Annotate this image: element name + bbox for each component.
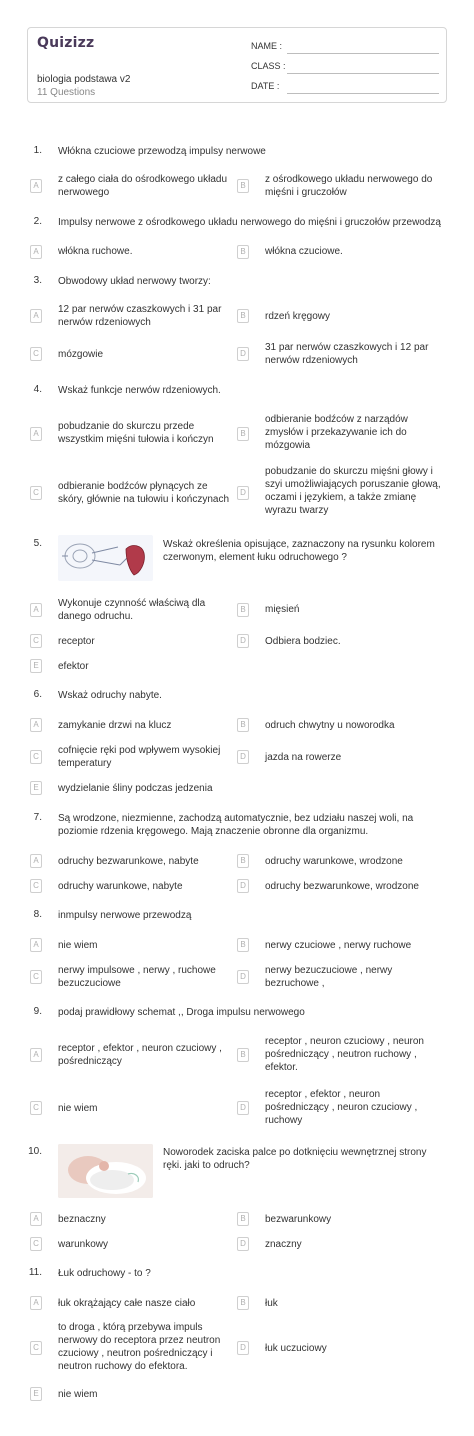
option-badge[interactable]: A (30, 309, 42, 323)
class-line (287, 73, 439, 74)
option-badge[interactable]: C (30, 486, 42, 500)
option-text: nie wiem (58, 1389, 98, 1400)
option-badge[interactable]: D (237, 879, 249, 893)
option-text: z całego ciała do ośrodkowego układu nerwowego (58, 174, 227, 198)
question-number: 7. (33, 812, 42, 823)
option-text: odbieranie bodźców płynących ze skóry, głównie na tułowiu i kończynach (58, 481, 230, 505)
option-badge[interactable]: C (30, 1237, 42, 1251)
question-text: inmpulsy nerwowe przewodzą (58, 910, 192, 921)
option-badge[interactable]: E (30, 781, 42, 795)
option-text: odruchy bezwarunkowe, wrodzone (265, 881, 419, 892)
option-badge[interactable]: A (30, 854, 42, 868)
option-text: jazda na rowerze (265, 752, 342, 763)
question-text: Wskaż odruchy nabyte. (58, 690, 162, 701)
option-text: nie wiem (58, 1103, 98, 1114)
option-text: znaczny (265, 1239, 302, 1250)
question-number: 5. (33, 538, 42, 549)
option-badge[interactable]: B (237, 427, 249, 441)
date-label: DATE : (251, 81, 280, 91)
option-text: pobudzanie do skurczu mięśni głowy i szyi umożliwiających poruszanie głową, oczami i językiem, a także zmianę wyrazu twarzy (265, 466, 441, 516)
option-badge[interactable]: D (237, 486, 249, 500)
question-text: Łuk odruchowy - to ? (58, 1268, 151, 1279)
option-text: 31 par nerwów czaszkowych i 12 par nerwów rdzeniowych (265, 342, 429, 366)
newborn-baby-photo (58, 1144, 153, 1198)
question-number: 2. (33, 216, 42, 227)
option-text: mózgowie (58, 349, 104, 360)
option-badge[interactable]: B (237, 1048, 249, 1062)
option-text: odruchy warunkowe, wrodzone (265, 856, 403, 867)
question-text: Noworodek zaciska palce po dotknięciu wewnętrznej strony ręki. jaki to odruch? (163, 1147, 427, 1171)
worksheet-header (27, 27, 447, 103)
option-text: mięsień (265, 604, 300, 615)
option-badge[interactable]: C (30, 970, 42, 984)
option-text: z ośrodkowego układu nerwowego do mięśni i gruczołów (265, 174, 433, 198)
option-badge[interactable]: D (237, 750, 249, 764)
option-text: receptor , neuron czuciowy , neuron pośredniczący , neutron ruchowy , efektor. (265, 1036, 424, 1073)
option-badge[interactable]: C (30, 1341, 42, 1355)
option-text: nerwy czuciowe , nerwy ruchowe (265, 940, 412, 951)
question-number: 9. (33, 1006, 42, 1017)
option-text: łuk (265, 1298, 278, 1309)
option-badge[interactable]: A (30, 1296, 42, 1310)
option-badge[interactable]: B (237, 1296, 249, 1310)
option-badge[interactable]: D (237, 347, 249, 361)
option-text: wydzielanie śliny podczas jedzenia (58, 783, 213, 794)
option-badge[interactable]: D (237, 1341, 249, 1355)
option-text: odruchy warunkowe, nabyte (58, 881, 183, 892)
option-text: warunkowy (58, 1239, 109, 1250)
option-badge[interactable]: A (30, 1048, 42, 1062)
option-text: 12 par nerwów czaszkowych i 31 par nerwów rdzeniowych (58, 304, 222, 328)
option-text: włókna ruchowe. (58, 246, 133, 257)
option-text: nerwy bezuczuciowe , nerwy bezruchowe , (265, 965, 393, 989)
question-text: Wskaż określenia opisujące, zaznaczony na rysunku kolorem czerwonym, element łuku odruchowego ? (163, 539, 435, 563)
question-number: 8. (33, 909, 42, 920)
date-line (287, 93, 439, 94)
option-text: nie wiem (58, 940, 98, 951)
question-text: Są wrodzone, niezmienne, zachodzą automatycznie, bez udziału naszej woli, na poziomie rdzenia kręgowego. Mają znaczenie obronne dla organizmu. (58, 813, 414, 837)
option-badge[interactable]: A (30, 938, 42, 952)
question-number: 6. (33, 689, 42, 700)
question-number: 3. (33, 275, 42, 286)
option-text: odruch chwytny u noworodka (265, 720, 395, 731)
option-text: odbieranie bodźców z narządów zmysłów i przekazywanie ich do mózgowia (265, 414, 408, 451)
question-text: Obwodowy układ nerwowy tworzy: (58, 276, 211, 287)
quizizz-logo: Quizizz (37, 35, 95, 51)
option-text: łuk okrążający całe nasze ciało (58, 1298, 196, 1309)
option-badge[interactable]: D (237, 970, 249, 984)
option-badge[interactable]: A (30, 179, 42, 193)
question-number: 10. (28, 1146, 42, 1157)
option-badge[interactable]: B (237, 603, 249, 617)
question-number: 4. (33, 384, 42, 395)
option-badge[interactable]: B (237, 245, 249, 259)
option-text: nerwy impulsowe , nerwy , ruchowe bezuczuciowe (58, 965, 216, 989)
question-text: Wskaż funkcje nerwów rdzeniowych. (58, 385, 221, 396)
option-text: Wykonuje czynność właściwą dla danego odruchu. (58, 598, 206, 622)
option-text: cofnięcie ręki pod wpływem wysokiej temperatury (58, 745, 221, 769)
option-badge[interactable]: A (30, 603, 42, 617)
option-text: receptor , efektor , neuron pośredniczący , neuron czuciowy , ruchowy (265, 1089, 418, 1126)
option-badge[interactable]: C (30, 634, 42, 648)
option-badge[interactable]: A (30, 718, 42, 732)
name-label: NAME : (251, 41, 283, 51)
name-line (287, 53, 439, 54)
question-text: Impulsy nerwowe z ośrodkowego układu nerwowego do mięśni i gruczołów przewodzą (58, 217, 441, 228)
option-text: włókna czuciowe. (265, 246, 343, 257)
option-text: efektor (58, 661, 89, 672)
option-text: odruchy bezwarunkowe, nabyte (58, 856, 199, 867)
option-badge[interactable]: B (237, 179, 249, 193)
option-text: rdzeń kręgowy (265, 311, 331, 322)
option-text: receptor , efektor , neuron czuciowy , pośredniczący (58, 1043, 222, 1067)
reflex-arc-diagram-image (58, 535, 153, 581)
class-label: CLASS : (251, 61, 286, 71)
option-badge[interactable]: E (30, 1387, 42, 1401)
option-badge[interactable]: D (237, 1101, 249, 1115)
option-badge[interactable]: E (30, 659, 42, 673)
option-text: pobudzanie do skurczu przede wszystkim mięśni tułowia i kończyn (58, 421, 214, 445)
option-badge[interactable]: B (237, 1212, 249, 1226)
question-text: Włókna czuciowe przewodzą impulsy nerwowe (58, 146, 266, 157)
option-badge[interactable]: A (30, 1212, 42, 1226)
option-badge[interactable]: A (30, 245, 42, 259)
question-number: 11. (28, 1267, 42, 1278)
question-number: 1. (33, 145, 42, 156)
option-text: beznaczny (58, 1214, 106, 1225)
option-text: bezwarunkowy (265, 1214, 332, 1225)
question-count: 11 Questions (37, 87, 96, 98)
option-text: zamykanie drzwi na klucz (58, 720, 172, 731)
option-text: receptor (58, 636, 95, 647)
option-badge[interactable]: C (30, 1101, 42, 1115)
option-badge[interactable]: C (30, 347, 42, 361)
option-badge[interactable]: C (30, 879, 42, 893)
option-text: to droga , którą przebywa impuls nerwowy do receptora przez neutron czuciowy , neutron pośredniczący i neutron ruchowy do efektora. (58, 1322, 221, 1372)
option-badge[interactable]: A (30, 427, 42, 441)
option-badge[interactable]: D (237, 634, 249, 648)
option-badge[interactable]: B (237, 718, 249, 732)
option-badge[interactable]: B (237, 938, 249, 952)
option-badge[interactable]: B (237, 854, 249, 868)
option-badge[interactable]: D (237, 1237, 249, 1251)
option-badge[interactable]: C (30, 750, 42, 764)
question-text: podaj prawidłowy schemat ,, Droga impulsu nerwowego (58, 1007, 305, 1018)
option-text: Odbiera bodziec. (265, 636, 341, 647)
quiz-title: biologia podstawa v2 (37, 74, 131, 85)
option-text: łuk uczuciowy (265, 1343, 327, 1354)
option-badge[interactable]: B (237, 309, 249, 323)
